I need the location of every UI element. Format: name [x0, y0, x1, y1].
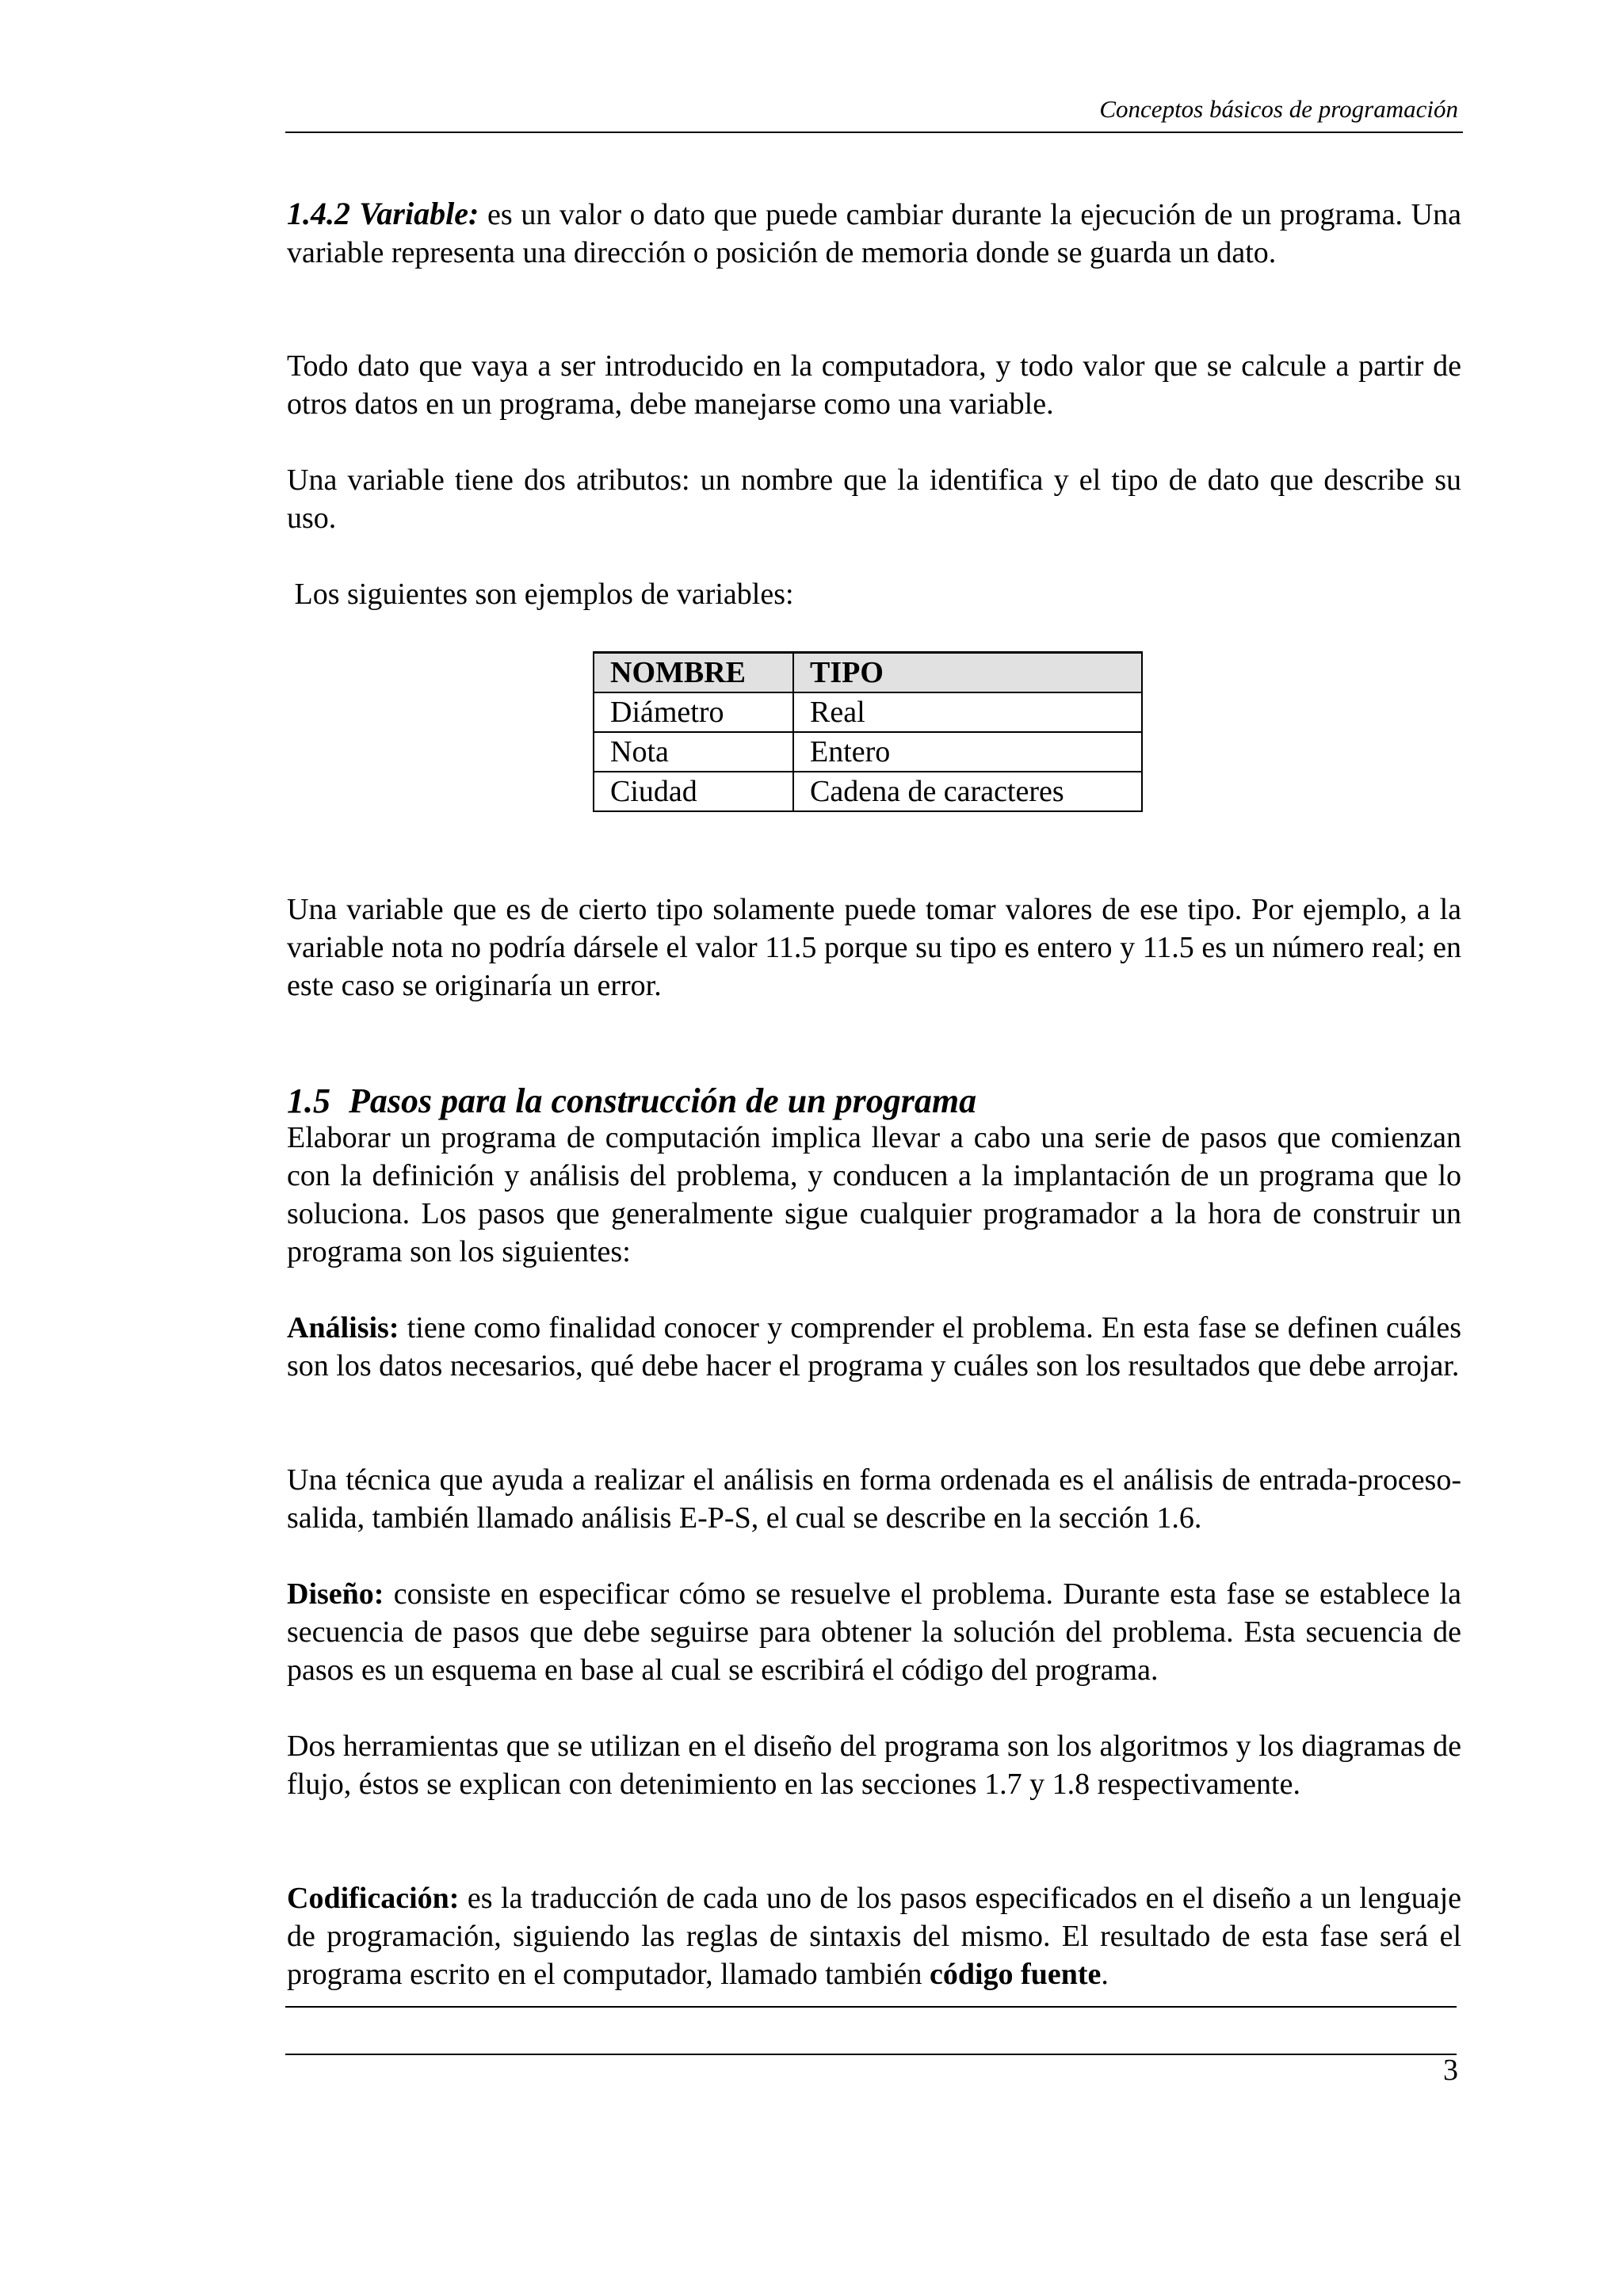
analisis-paragraph	[287, 1309, 1461, 1385]
eps-paragraph: Una técnica que ayuda a realizar el análisis en forma ordenada es el análisis de entrada-proceso- salida, también llamado análisis E-P-S, el cual se describe en la sección 1.6.	[287, 1463, 1461, 1535]
analisis-label: Análisis:	[287, 1311, 399, 1344]
table-cell-type: Real	[793, 692, 1142, 732]
variable-attributes-paragraph: Una variable tiene dos atributos: un nombre que la identifica y el tipo de dato que describe su uso.	[287, 463, 1461, 535]
diseno-text: consiste en especificar cómo se resuelve el problema. Durante esta fase se establece la secuencia de pasos que debe seguirse para obtener la solución del problema. Esta secuencia de pasos es un esquema en base al cual se escribirá el código del programa.	[287, 1577, 1461, 1687]
table-cell-name: Nota	[594, 732, 793, 772]
page-number: 3	[1443, 2054, 1458, 2087]
table-cell-type: Entero	[793, 732, 1142, 772]
table-cell-type: Cadena de caracteres	[793, 772, 1142, 811]
analisis-text: tiene como finalidad conocer y comprender el problema. En esta fase se definen cuáles son los datos necesarios, qué debe hacer el programa y cuáles son los resultados que debe arrojar.	[287, 1311, 1461, 1383]
examples-intro-paragraph: Los siguientes son ejemplos de variables:	[287, 578, 794, 611]
variables-table	[593, 651, 1143, 812]
section-title: Pasos para la construcción de un programa	[349, 1081, 977, 1120]
variable-label: 1.4.2 Variable:	[287, 196, 479, 231]
table-row	[594, 692, 1142, 732]
codigo-fuente-term: código fuente	[929, 1958, 1102, 1991]
codificacion-text: es la traducción de cada uno de los pasos especificados en el diseño a un lenguaje de programación, siguiendo las reglas de sintaxis del mismo. El resultado de esta fase será el programa escrito en el computador, llamado también	[287, 1882, 1461, 1991]
table-row	[594, 772, 1142, 811]
variable-definition-paragraph	[287, 195, 1461, 272]
section-intro-paragraph: Elaborar un programa de computación implica llevar a cabo una serie de pasos que comienzan con la definición y análisis del problema, y conducen a la implantación de un programa que lo soluciona. Los pasos que generalmente sigue cualquier programador a la hora de construir un programa son los siguientes:	[287, 1121, 1461, 1268]
running-header: Conceptos básicos de programación	[1099, 95, 1458, 123]
table-header-row	[594, 653, 1142, 693]
codificacion-end: .	[1101, 1958, 1109, 1991]
footer-rule-bottom	[285, 2054, 1457, 2055]
herramientas-paragraph: Dos herramientas que se utilizan en el diseño del programa son los algoritmos y los diagramas de flujo, éstos se explican con detenimiento en las secciones 1.7 y 1.8 respectivamente.	[287, 1730, 1461, 1801]
header-rule	[285, 132, 1463, 133]
type-note-paragraph: Una variable que es de cierto tipo solamente puede tomar valores de ese tipo. Por ejemplo, a la variable nota no podría dársele el valor 11.5 porque su tipo es entero y 11.5 es un número real; en este caso se originaría un error.	[287, 893, 1461, 1002]
table-row	[594, 732, 1142, 772]
variable-usage-paragraph: Todo dato que vaya a ser introducido en la computadora, y todo valor que se calcule a partir de otros datos en un programa, debe manejarse como una variable.	[287, 349, 1461, 421]
diseno-paragraph	[287, 1575, 1461, 1689]
column-header-type: TIPO	[793, 653, 1142, 693]
section-number: 1.5	[287, 1081, 330, 1120]
codificacion-paragraph	[287, 1879, 1461, 1993]
table-cell-name: Ciudad	[594, 772, 793, 811]
section-heading	[287, 1079, 1461, 1123]
column-header-name: NOMBRE	[594, 653, 793, 693]
footer-rule-top	[285, 2006, 1457, 2008]
codificacion-label: Codificación:	[287, 1882, 460, 1915]
variable-definition-text: es un valor o dato que puede cambiar durante la ejecución de un programa. Una variable representa una dirección o posición de memoria donde se guarda un dato.	[287, 198, 1461, 269]
table-cell-name: Diámetro	[594, 692, 793, 732]
diseno-label: Diseño:	[287, 1577, 384, 1611]
